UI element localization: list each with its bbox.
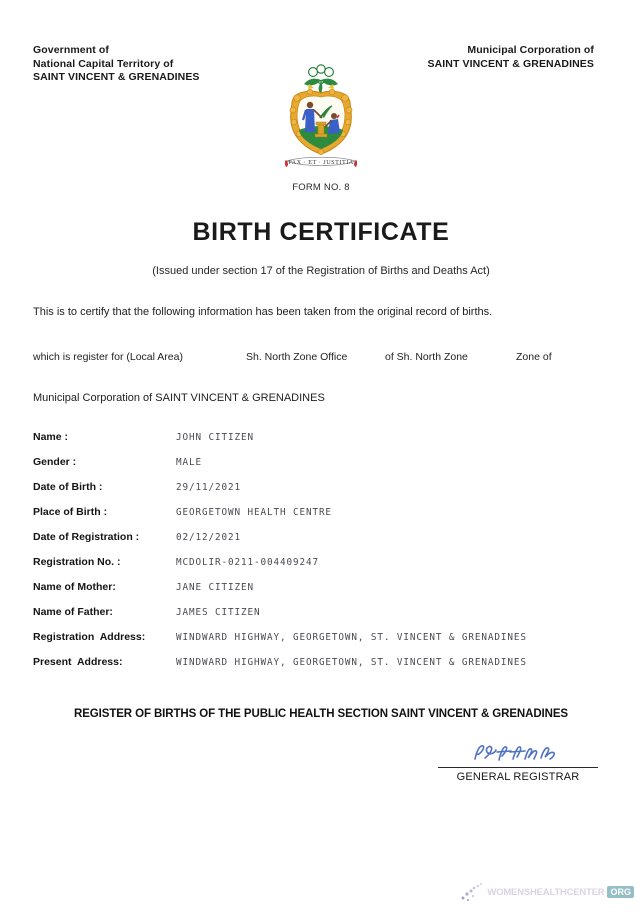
register-office-value: Sh. North Zone Office	[246, 351, 348, 363]
signature-block	[438, 740, 598, 783]
header-left-line-1: Government of	[33, 44, 109, 56]
field-value: 02/12/2021	[176, 532, 241, 543]
field-value: WINDWARD HIGHWAY, GEORGETOWN, ST. VINCENT & GRENADINES	[176, 632, 527, 643]
field-label: Registration No. :	[33, 556, 121, 568]
field-row-name-of-father	[33, 606, 622, 631]
form-number: FORM NO. 8	[292, 182, 350, 193]
watermark-text: WOMENSHEALTHCENTER	[487, 886, 605, 898]
page-subtitle: (Issued under section 17 of the Registration of Births and Deaths Act)	[152, 265, 490, 277]
header-right-line-1: Municipal Corporation of	[467, 44, 594, 56]
field-label: Name :	[33, 431, 69, 443]
field-value: 29/11/2021	[176, 482, 241, 493]
field-label: Gender :	[33, 456, 77, 468]
field-label: Present Address:	[33, 656, 123, 668]
field-row-name	[33, 431, 622, 456]
municipal-corporation-line: Municipal Corporation of SAINT VINCENT & GRENADINES	[33, 392, 325, 404]
handwritten-signature-icon	[463, 740, 573, 766]
field-value: MCDOLIR-0211-004409247	[176, 557, 319, 568]
certificate-fields	[33, 431, 622, 681]
field-label: Name of Father:	[33, 606, 113, 618]
header-left-line-2: National Capital Territory of	[33, 57, 174, 70]
register-area-row	[33, 351, 612, 367]
field-value: JANE CITIZEN	[176, 582, 254, 593]
field-row-date-of-registration	[33, 531, 622, 556]
register-area-label: which is register for (Local Area)	[33, 351, 183, 363]
field-label: Date of Registration :	[33, 531, 140, 543]
field-value: JAMES CITIZEN	[176, 607, 261, 618]
register-zone-value: of Sh. North Zone	[385, 351, 468, 363]
field-row-date-of-birth	[33, 481, 622, 506]
header-left-line-3: SAINT VINCENT & GRENADINES	[33, 71, 200, 83]
field-row-present-address	[33, 656, 622, 681]
document-header	[0, 44, 642, 193]
watermark-badge: ORG	[607, 886, 634, 899]
register-zone-of-label: Zone of	[516, 351, 552, 363]
page-title: BIRTH CERTIFICATE	[192, 218, 450, 246]
field-value: GEORGETOWN HEALTH CENTRE	[176, 507, 332, 518]
field-row-registration-address	[33, 631, 622, 656]
emblem-motto-text: PAX · ET · JUSTITIA	[288, 159, 354, 167]
saint-vincent-coat-of-arms-icon	[282, 60, 360, 178]
field-row-name-of-mother	[33, 581, 622, 606]
signature-caption: GENERAL REGISTRAR	[456, 771, 580, 783]
field-row-gender	[33, 456, 622, 481]
field-label: Registration Address:	[33, 631, 146, 643]
dots-arc-icon	[460, 881, 486, 903]
field-label: Date of Birth :	[33, 481, 103, 493]
field-label: Place of Birth :	[33, 506, 108, 518]
field-value: JOHN CITIZEN	[176, 432, 254, 443]
field-value: WINDWARD HIGHWAY, GEORGETOWN, ST. VINCENT & GRENADINES	[176, 657, 527, 668]
certification-statement: This is to certify that the following information has been taken from the original record of births.	[33, 306, 493, 318]
signature-line	[438, 767, 598, 768]
field-row-place-of-birth	[33, 506, 622, 531]
emblem-block	[0, 57, 642, 193]
register-section-heading: REGISTER OF BIRTHS OF THE PUBLIC HEALTH SECTION SAINT VINCENT & GRENADINES	[74, 708, 568, 720]
field-row-registration-no	[33, 556, 622, 581]
field-value: MALE	[176, 457, 202, 468]
watermark	[460, 881, 634, 903]
field-label: Name of Mother:	[33, 581, 116, 593]
header-right-line-2: SAINT VINCENT & GRENADINES	[427, 57, 594, 70]
